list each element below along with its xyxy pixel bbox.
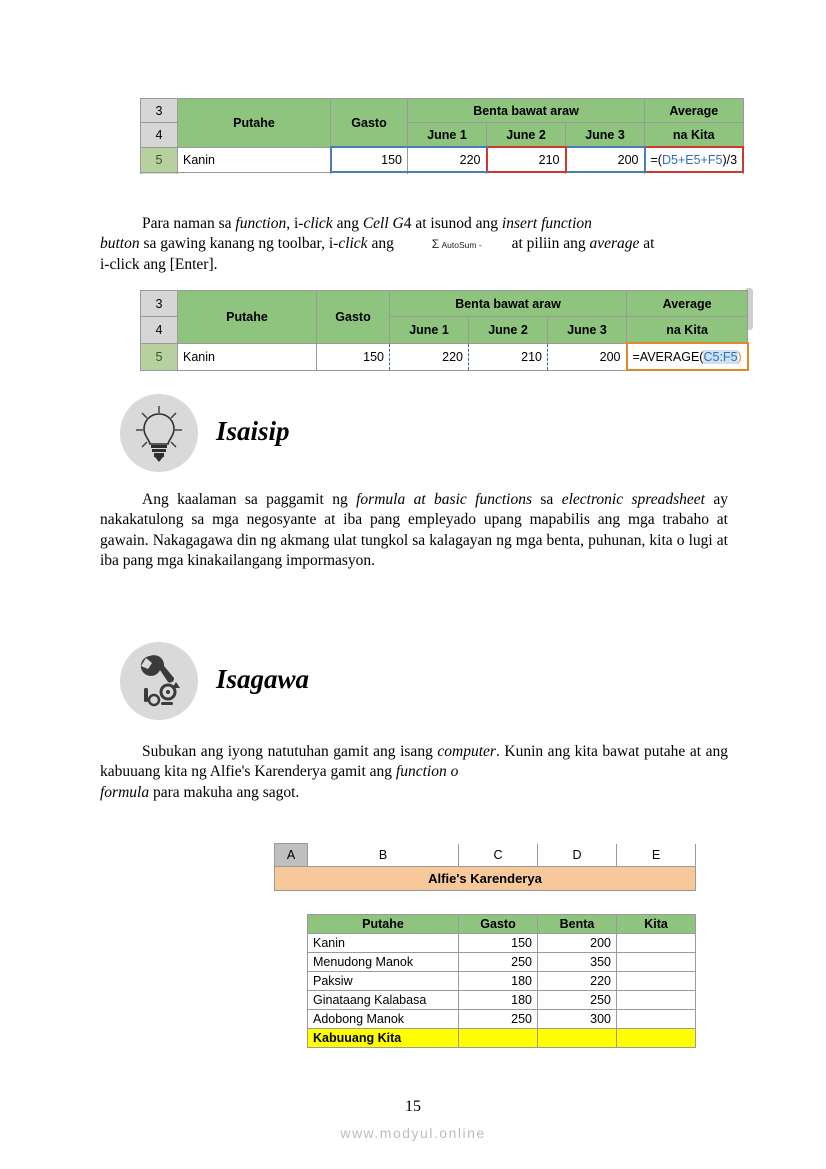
cell-putahe[interactable]: Menudong Manok [308,953,459,972]
cell-benta[interactable]: 300 [538,1010,617,1029]
p1-f: Cell G [362,215,404,232]
row-rail [250,972,275,991]
lightbulb-icon [120,394,198,472]
table-formula-sum [140,98,744,174]
header-benta-group: Benta bawat araw [408,99,645,123]
cell-putahe-kanin[interactable]: Kanin [178,343,317,370]
row-header-blank [141,370,178,396]
table-row [250,972,696,991]
p1-c: , i- [286,215,304,232]
p3-d: function o [395,763,459,781]
header-kita: Kita [617,915,696,934]
table-row [141,343,748,370]
header-june3: June 3 [566,123,645,148]
column-header-c[interactable]: C [459,844,538,867]
cell-gasto[interactable]: 150 [331,147,408,172]
table-alfies-karenderya [250,843,696,1048]
cell-total-label: Kabuuang Kita [308,1029,459,1048]
p1-k: ang [367,235,398,253]
formula-prefix: =AVERAGE( [632,349,704,364]
cell-col-a-empty [275,991,308,1010]
table-header-row [250,915,696,934]
table-bottom-edge [178,370,748,396]
cell-putahe-kanin[interactable]: Kanin [178,147,331,172]
column-header-row [250,844,696,867]
cell-putahe[interactable]: Paksiw [308,972,459,991]
table-row-partial [141,370,748,396]
autosum-button[interactable] [432,237,482,253]
row-rail [250,953,275,972]
cell-col-a-empty [275,953,308,972]
formula-prefix: =( [650,152,662,167]
header-putahe: Putahe [178,291,317,344]
column-header-d[interactable]: D [538,844,617,867]
header-average: Average [627,291,748,317]
cell-col-a-empty [275,915,308,934]
row-header-4[interactable]: 4 [141,123,178,148]
p2-c: sa [532,491,562,508]
row-rail [250,1029,275,1048]
wrench-tools-icon-svg [120,642,198,720]
cell-total-benta[interactable] [538,1029,617,1048]
spreadsheet-example-1 [140,98,744,174]
cell-kita[interactable] [617,972,696,991]
cell-worksheet-title: Alfie's Karenderya [275,867,696,891]
section-isaisip [120,394,520,484]
p1-button: button [100,235,140,253]
formula-suffix: ) [737,349,742,364]
p1-a: Para naman sa [142,215,236,232]
formula-refs: D5+E5+F5 [661,152,723,167]
header-gasto: Gasto [459,915,538,934]
row-rail [250,915,275,934]
cell-next-gasto[interactable] [331,172,408,174]
section-title-isagawa: Isagawa [216,664,310,694]
table-row [250,867,696,891]
header-june1: June 1 [408,123,487,148]
p1-d: click [303,215,333,232]
cell-benta[interactable]: 200 [538,934,617,953]
paragraph-isaisip-body [100,490,728,572]
table-row-partial [141,172,744,174]
row-header-next[interactable] [141,172,178,174]
cell-kita[interactable] [617,1010,696,1029]
spreadsheet-exercise [250,843,696,1048]
header-june2: June 2 [487,123,566,148]
formula-range: C5:F5 [703,349,738,364]
cell-june3[interactable]: 200 [566,147,645,172]
sigma-icon: Σ [431,236,440,251]
header-june1: June 1 [390,317,469,344]
cell-total-kita[interactable] [617,1029,696,1048]
row-header-3[interactable]: 3 [141,99,178,123]
p1-e: ang [332,215,363,232]
column-header-b[interactable]: B [308,844,459,867]
p3-a: Subukan ang iyong natutuhan gamit ang isang [142,743,438,760]
p2-a: Ang kaalaman sa paggamit ng [142,491,357,508]
row-rail [250,867,275,891]
header-putahe: Putahe [308,915,459,934]
column-header-e[interactable]: E [617,844,696,867]
row-header-5[interactable]: 5 [141,147,178,172]
page-number: 15 [405,1098,421,1115]
lightbulb-icon-svg [120,394,198,472]
row-header-5[interactable]: 5 [141,343,178,370]
cell-next-june1[interactable] [408,172,487,174]
table-row [141,99,744,123]
p2-e: spreadsheet [631,491,705,508]
wrench-tools-icon [120,642,198,720]
p3-e: formula [100,783,150,801]
p1-n: at [639,235,655,253]
cell-col-a-empty [275,1010,308,1029]
cell-gasto[interactable]: 150 [459,934,538,953]
row-header-4[interactable]: 4 [141,317,178,344]
cell-june2[interactable]: 210 [487,147,566,172]
header-gasto: Gasto [317,291,390,344]
cell-putahe[interactable]: Adobong Manok [308,1010,459,1029]
header-putahe: Putahe [178,99,331,148]
table-row [250,934,696,953]
table-row [250,953,696,972]
p1-g: 4 at isunod ang [403,215,502,232]
p1-l: at piliin ang [511,235,590,253]
row-rail [250,934,275,953]
paragraph-function-instructions [100,214,728,275]
cell-gasto[interactable]: 250 [459,953,538,972]
spreadsheet-example-2 [140,290,749,396]
formula-suffix: )/3 [722,152,738,167]
cell-gasto[interactable]: 180 [459,991,538,1010]
column-header-a[interactable]: A [275,844,308,867]
cell-putahe[interactable]: Ginataang Kalabasa [308,991,459,1010]
cell-col-a-empty [275,972,308,991]
cell-next-june2[interactable] [487,172,566,174]
cell-putahe[interactable]: Kanin [308,934,459,953]
cell-spacer [275,891,696,915]
p2-d: electronic [561,491,624,508]
p3-c: . Kunin ang kita bawat putahe at ang kabuuang kita ng Alfie's Karenderya gamit ang [100,743,728,781]
section-isagawa [120,642,520,732]
table-row-spacer [250,891,696,915]
header-june2: June 2 [469,317,548,344]
header-benta: Benta [538,915,617,934]
row-rail [250,1010,275,1029]
table-total-row [250,1029,696,1048]
cell-formula-average[interactable] [627,343,748,370]
paragraph-isagawa-body [100,742,728,803]
corner-cell [250,844,275,867]
section-title-isaisip: Isaisip [216,416,290,446]
p1-o: i-click ang [Enter]. [100,255,218,273]
table-row [250,991,696,1010]
cell-col-a-empty [275,934,308,953]
cell-gasto[interactable]: 150 [317,343,390,370]
cell-june1[interactable]: 220 [390,343,469,370]
header-na-kita: na Kita [645,123,744,148]
p2-b: formula at basic functions [356,491,532,508]
autosum-label: AutoSum [441,239,477,250]
cell-next-putahe[interactable] [178,172,331,174]
table-row [141,147,744,172]
cell-june3[interactable]: 200 [548,343,627,370]
p1-i: sa gawing kanang ng toolbar, i- [139,235,339,253]
cell-gasto[interactable]: 180 [459,972,538,991]
autosum-caret: - [478,239,482,250]
cell-total-gasto[interactable] [459,1029,538,1048]
cell-benta[interactable]: 220 [538,972,617,991]
row-rail [250,891,275,915]
header-benta-group: Benta bawat araw [390,291,627,317]
table-row [141,291,748,317]
cell-kita[interactable] [617,953,696,972]
cell-benta[interactable]: 350 [538,953,617,972]
header-average: Average [645,99,744,123]
p1-j: click [338,235,368,253]
cell-next-average[interactable] [645,172,744,174]
cell-next-june3[interactable] [566,172,645,174]
cell-june2[interactable]: 210 [469,343,548,370]
cell-kita[interactable] [617,934,696,953]
p3-f: para makuha ang sagot. [149,783,300,801]
cell-formula-sum[interactable] [645,147,744,172]
cell-kita[interactable] [617,991,696,1010]
p3-b: computer [437,743,496,760]
table-row [250,1010,696,1029]
p1-m: average [589,235,640,253]
cell-gasto[interactable]: 250 [459,1010,538,1029]
p2-f: ay nakakatulong sa mga negosyante at iba pang empleyado upang mapabilis ang mga trabaho at gawain. Nakagagawa din ng akmang ulat tungkol sa kalagayan ng mga benta, puhunan, kita o lugi at iba pang mga kinakailangang impormasyon. [100,491,728,570]
table-formula-average [140,290,749,396]
cell-benta[interactable]: 250 [538,991,617,1010]
header-gasto: Gasto [331,99,408,148]
row-header-3[interactable]: 3 [141,291,178,317]
header-june3: June 3 [548,317,627,344]
p1-b: function [235,215,287,232]
row-rail [250,991,275,1010]
watermark: www.modyul.online [340,1125,486,1141]
cell-june1[interactable]: 220 [408,147,487,172]
p1-h: insert function [501,215,592,232]
cell-col-a-empty [275,1029,308,1048]
header-na-kita: na Kita [627,317,748,344]
